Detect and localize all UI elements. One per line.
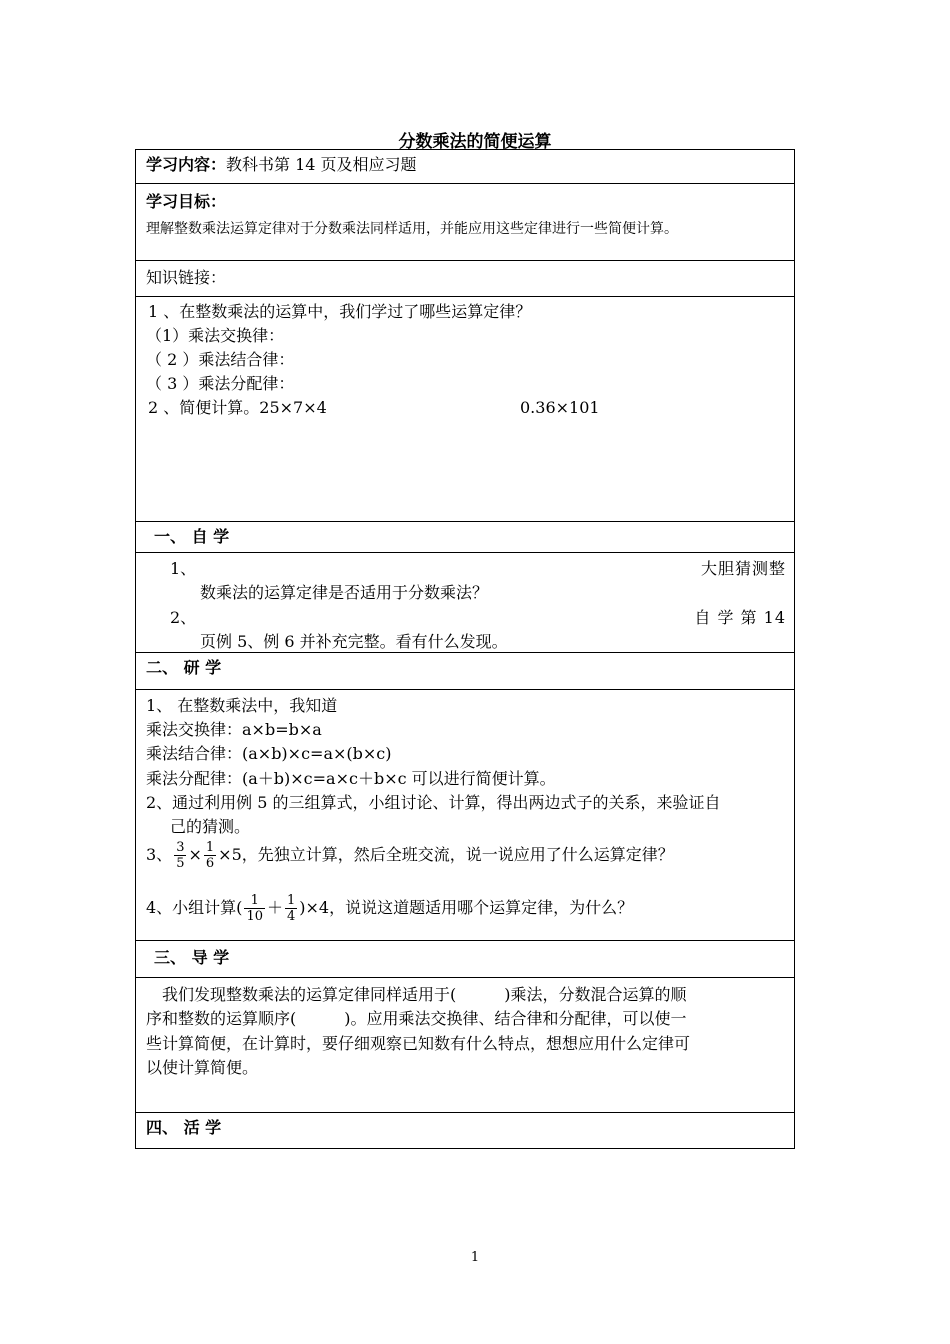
link-q2b: 0.36×101 (520, 398, 600, 417)
sec2-p5b: 己的猜测。 (170, 817, 251, 836)
fraction-numerator: 1 (287, 893, 296, 908)
goal-row (136, 184, 794, 261)
sec3-header-row (136, 941, 794, 978)
sec1-i1-right: 大胆猜测整 (700, 559, 786, 578)
sec2-p6-rest: ×5，先独立计算，然后全班交流，说一说应用了什么运算定律？ (218, 845, 674, 864)
sec4-header-row (136, 1113, 794, 1148)
fraction-denominator: 5 (176, 856, 185, 871)
sec3-heading: 三、 导 学 (154, 948, 230, 967)
link-q2: 2 、简便计算。25×7×4 (148, 398, 327, 417)
link-l3: （ 3 ）乘法分配律： (146, 374, 295, 393)
fraction-numerator: 1 (205, 840, 215, 855)
fraction-1-10 (244, 893, 265, 924)
sec3-l3: 些计算简便，在计算时，要仔细观察已知数有什么特点，想想应用什么定律可 (146, 1034, 691, 1053)
sec3-l4: 以使计算简便。 (146, 1058, 259, 1077)
sec1-heading: 一、 自 学 (154, 527, 230, 546)
page-title: 分数乘法的简便运算 (398, 132, 552, 152)
times-sign: × (188, 845, 202, 864)
sec1-i2-right: 自 学 第 14 (694, 608, 786, 627)
link-q1: 1 、在整数乘法的运算中，我们学过了哪些运算定律？ (148, 302, 532, 321)
sec3-l1: 我们发现整数乘法的运算定律同样适用于( )乘法，分数混合运算的顺 (162, 985, 687, 1004)
sec2-p7-a: 4、小组计算( (146, 898, 243, 917)
link-l2: （ 2 ）乘法结合律： (146, 350, 295, 369)
sec3-l2: 序和整数的运算顺序( )。应用乘法交换律、结合律和分配律，可以使一 (146, 1009, 687, 1028)
sec2-p5a: 2、通过利用例 5 的三组算式，小组讨论、计算，得出两边式子的关系，来验证自 (146, 793, 721, 812)
fraction-denominator: 6 (205, 856, 215, 871)
sec2-p1: 1、 在整数乘法中，我知道 (146, 696, 338, 715)
sec2-p3: 乘法结合律：(a×b)×c=a×(b×c) (146, 744, 392, 763)
worksheet-table (135, 149, 795, 1149)
sec4-heading: 四、 活 学 (146, 1118, 222, 1137)
link-content-row (136, 297, 794, 522)
content-label: 学习内容： (146, 155, 227, 174)
fraction-3-5 (174, 840, 186, 871)
sec3-content-row (136, 978, 794, 1113)
page-number: 1 (470, 1250, 480, 1265)
link-header-row (136, 261, 794, 297)
link-label: 知识链接： (146, 268, 227, 287)
fraction-1-6 (204, 840, 216, 871)
fraction-denominator: 10 (246, 909, 263, 924)
sec2-content-row (136, 690, 794, 941)
plus-sign: ＋ (266, 898, 283, 917)
sec2-heading: 二、 研 学 (146, 658, 222, 677)
sec1-i1-cont: 数乘法的运算定律是否适用于分数乘法？ (200, 583, 489, 602)
sec1-content-row (136, 553, 794, 653)
sec2-p6-num: 3、 (146, 845, 173, 864)
goal-text: 理解整数乘法运算定律对于分数乘法同样适用，并能应用这些定律进行一些简便计算。 (146, 221, 678, 237)
content-row (136, 150, 794, 184)
sec2-p7 (146, 893, 633, 924)
fraction-numerator: 3 (176, 840, 185, 855)
sec1-i2-num: 2、 (170, 608, 197, 627)
goal-label: 学习目标： (146, 192, 227, 211)
fraction-numerator: 1 (244, 893, 265, 909)
sec1-i1-num: 1、 (170, 559, 197, 578)
link-l1: （1）乘法交换律： (146, 326, 285, 345)
sec2-p7-rest: )×4，说说这道题适用哪个运算定律，为什么？ (299, 898, 634, 917)
fraction-denominator: 4 (287, 909, 296, 924)
fraction-1-4 (285, 893, 297, 924)
sec1-header-row (136, 522, 794, 553)
sec2-p4: 乘法分配律：(a＋b)×c=a×c＋b×c 可以进行简便计算。 (146, 769, 556, 788)
sec2-p2: 乘法交换律：a×b=b×a (146, 720, 322, 739)
sec2-header-row (136, 653, 794, 690)
sec2-p6 (146, 840, 674, 871)
sec1-i2-cont: 页例 5、例 6 并补充完整。看有什么发现。 (200, 632, 508, 651)
content-text: 教科书第 14 页及相应习题 (226, 155, 417, 174)
